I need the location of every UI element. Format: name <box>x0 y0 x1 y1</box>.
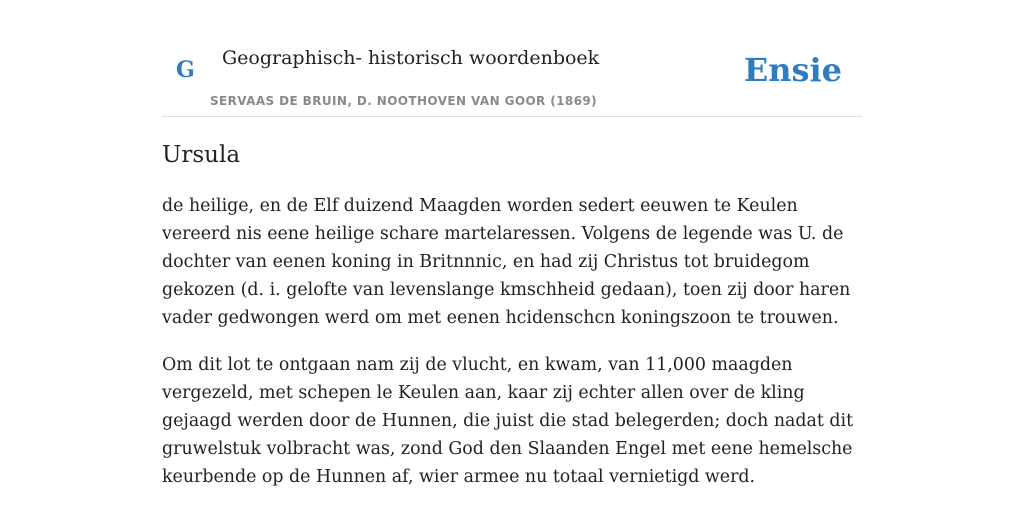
entry-title: Ursula <box>162 142 241 168</box>
book-authors: SERVAAS DE BRUIN, D. NOOTHOVEN VAN GOOR (1869) <box>210 94 598 108</box>
source-g-icon[interactable]: G <box>176 57 195 83</box>
entry-paragraph: de heilige, en de Elf duizend Maagden worden sedert eeuwen te Keulen vereerd nis eene heilige schare martelaressen. Volgens de legende was U. de dochter van eenen koning in Britnnnic, en had zij Christus tot bruidegom gekozen (d. i. gelofte van levenslange kmschheid gedaan), toen zij door haren vader gedwongen werd om met eenen hcidenschcn koningszoon te trouwen. <box>162 196 851 328</box>
entry-paragraph: Om dit lot te ontgaan nam zij de vlucht, en kwam, van 11,000 maagden vergezeld, met schepen le Keulen aan, kaar zij echter allen over de kling gejaagd werden door de Hunnen, die juist die stad belegerden; doch nadat dit gruwelstuk volbracht was, zond God den Slaanden Engel met eene hemelsche keurbende op de Hunnen af, wier armee nu totaal vernietigd werd. <box>162 355 854 487</box>
entry-body <box>162 192 866 510</box>
ensie-logo[interactable]: Ensie <box>743 51 842 89</box>
source-header <box>162 0 862 117</box>
book-title-link[interactable]: Geographisch- historisch woordenboek <box>222 47 600 69</box>
